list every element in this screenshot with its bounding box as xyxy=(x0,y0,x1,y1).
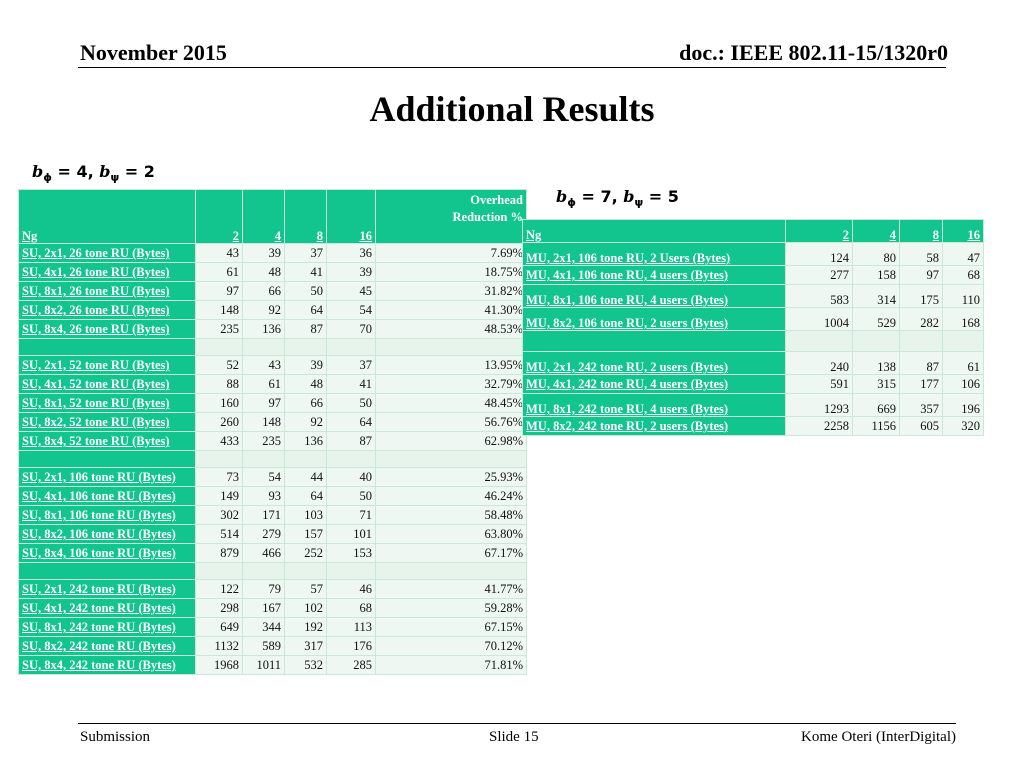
mu-spacer-cell xyxy=(900,331,943,352)
su-value-cell: 103 xyxy=(285,506,327,525)
su-row-label: SU, 8x1, 242 tone RU (Bytes) xyxy=(19,618,196,637)
su-value-cell: 167 xyxy=(243,599,285,618)
su-value-cell: 70 xyxy=(327,320,376,339)
mu-row-label: MU, 2x1, 242 tone RU, 2 users (Bytes) xyxy=(523,352,786,375)
su-row-label: SU, 8x1, 52 tone RU (Bytes) xyxy=(19,394,196,413)
formula-right-phi: ϕ xyxy=(567,196,576,210)
su-value-cell: 50 xyxy=(285,282,327,301)
su-value-cell: 88 xyxy=(196,375,243,394)
su-value-cell: 48 xyxy=(243,263,285,282)
su-value-cell: 148 xyxy=(196,301,243,320)
su-value-cell: 71 xyxy=(327,506,376,525)
mu-spacer-cell xyxy=(943,331,984,352)
su-row-label: SU, 2x1, 52 tone RU (Bytes) xyxy=(19,356,196,375)
su-value-cell: 43 xyxy=(243,356,285,375)
table-row xyxy=(19,468,527,487)
su-value-cell: 58.48% xyxy=(376,506,527,525)
su-header-ng-16: 16 xyxy=(327,190,376,244)
su-spacer-cell xyxy=(376,339,527,356)
su-row-label: SU, 8x4, 52 tone RU (Bytes) xyxy=(19,432,196,451)
su-value-cell: 66 xyxy=(285,394,327,413)
mu-header-ng-4: 4 xyxy=(853,220,900,243)
mu-value-cell: 124 xyxy=(786,243,853,266)
table-row xyxy=(19,487,527,506)
mu-value-cell: 158 xyxy=(853,266,900,285)
su-row-label: SU, 8x1, 106 tone RU (Bytes) xyxy=(19,506,196,525)
formula-right-b1: b xyxy=(556,187,568,206)
table-row xyxy=(19,580,527,599)
table-row xyxy=(19,599,527,618)
mu-row-label: MU, 2x1, 106 tone RU, 2 Users (Bytes) xyxy=(523,243,786,266)
su-value-cell: 13.95% xyxy=(376,356,527,375)
su-spacer-cell xyxy=(243,563,285,580)
mu-value-cell: 277 xyxy=(786,266,853,285)
su-group-spacer xyxy=(19,451,527,468)
su-row-label: SU, 8x2, 106 tone RU (Bytes) xyxy=(19,525,196,544)
su-value-cell: 59.28% xyxy=(376,599,527,618)
table-row xyxy=(19,394,527,413)
su-spacer-cell xyxy=(327,339,376,356)
su-value-cell: 50 xyxy=(327,394,376,413)
footer-slide-number: Slide 15 xyxy=(489,729,539,745)
su-value-cell: 64 xyxy=(285,487,327,506)
su-value-cell: 1968 xyxy=(196,656,243,675)
formula-right-psi-value: = 5 xyxy=(648,187,679,206)
table-row xyxy=(19,656,527,675)
table-row xyxy=(19,413,527,432)
su-spacer-cell xyxy=(196,339,243,356)
su-spacer-cell xyxy=(376,451,527,468)
su-value-cell: 36 xyxy=(327,244,376,263)
su-value-cell: 52 xyxy=(196,356,243,375)
table-row xyxy=(19,356,527,375)
su-row-label: SU, 4x1, 26 tone RU (Bytes) xyxy=(19,263,196,282)
su-spacer-cell xyxy=(243,339,285,356)
su-value-cell: 148 xyxy=(243,413,285,432)
su-row-label: SU, 4x1, 52 tone RU (Bytes) xyxy=(19,375,196,394)
mu-spacer-cell xyxy=(786,331,853,352)
formula-left-b1: b xyxy=(32,162,44,181)
footer-divider xyxy=(78,723,956,724)
su-value-cell: 149 xyxy=(196,487,243,506)
su-value-cell: 1132 xyxy=(196,637,243,656)
su-value-cell: 122 xyxy=(196,580,243,599)
mu-value-cell: 177 xyxy=(900,375,943,394)
table-row xyxy=(19,375,527,394)
su-table-header xyxy=(19,190,527,244)
su-value-cell: 39 xyxy=(285,356,327,375)
su-spacer-cell xyxy=(196,563,243,580)
su-header-ng-4: 4 xyxy=(243,190,285,244)
su-value-cell: 466 xyxy=(243,544,285,563)
table-row xyxy=(19,263,527,282)
su-row-label: SU, 8x2, 26 tone RU (Bytes) xyxy=(19,301,196,320)
su-value-cell: 176 xyxy=(327,637,376,656)
su-spacer-cell xyxy=(19,563,196,580)
mu-value-cell: 106 xyxy=(943,375,984,394)
su-row-label: SU, 8x1, 26 tone RU (Bytes) xyxy=(19,282,196,301)
mu-row-label: MU, 4x1, 242 tone RU, 4 users (Bytes) xyxy=(523,375,786,394)
su-row-label: SU, 8x4, 106 tone RU (Bytes) xyxy=(19,544,196,563)
su-value-cell: 50 xyxy=(327,487,376,506)
su-value-cell: 87 xyxy=(327,432,376,451)
su-spacer-cell xyxy=(285,563,327,580)
mu-spacer-cell xyxy=(853,331,900,352)
su-value-cell: 113 xyxy=(327,618,376,637)
mu-value-cell: 240 xyxy=(786,352,853,375)
su-value-cell: 63.80% xyxy=(376,525,527,544)
mu-value-cell: 110 xyxy=(943,285,984,308)
su-spacer-cell xyxy=(196,451,243,468)
table-row xyxy=(523,308,984,331)
su-value-cell: 73 xyxy=(196,468,243,487)
header-divider xyxy=(78,67,946,68)
formula-left-b2: b xyxy=(99,162,111,181)
mu-value-cell: 529 xyxy=(853,308,900,331)
mu-header-ng-16: 16 xyxy=(943,220,984,243)
su-value-cell: 48 xyxy=(285,375,327,394)
table-row xyxy=(523,285,984,308)
mu-value-cell: 282 xyxy=(900,308,943,331)
su-value-cell: 649 xyxy=(196,618,243,637)
su-row-label: SU, 4x1, 242 tone RU (Bytes) xyxy=(19,599,196,618)
formula-right-phi-value: = 7 xyxy=(581,187,612,206)
su-spacer-cell xyxy=(285,339,327,356)
su-header-overhead-reduction xyxy=(376,190,527,244)
su-value-cell: 433 xyxy=(196,432,243,451)
su-value-cell: 54 xyxy=(327,301,376,320)
mu-value-cell: 669 xyxy=(853,394,900,417)
mu-value-cell: 1156 xyxy=(853,417,900,436)
su-row-label: SU, 8x2, 242 tone RU (Bytes) xyxy=(19,637,196,656)
table-row xyxy=(19,432,527,451)
header-date: November 2015 xyxy=(80,40,227,65)
mu-header-ng-8: 8 xyxy=(900,220,943,243)
su-value-cell: 532 xyxy=(285,656,327,675)
su-header-reduction-line2: Reduction % xyxy=(452,210,523,224)
su-value-cell: 97 xyxy=(243,394,285,413)
su-value-cell: 67.15% xyxy=(376,618,527,637)
su-value-cell: 317 xyxy=(285,637,327,656)
mu-header-ng-2: 2 xyxy=(786,220,853,243)
su-spacer-cell xyxy=(327,563,376,580)
su-row-label: SU, 2x1, 26 tone RU (Bytes) xyxy=(19,244,196,263)
table-row xyxy=(19,544,527,563)
mu-value-cell: 1293 xyxy=(786,394,853,417)
su-value-cell: 160 xyxy=(196,394,243,413)
mu-value-cell: 2258 xyxy=(786,417,853,436)
su-value-cell: 285 xyxy=(327,656,376,675)
su-value-cell: 25.93% xyxy=(376,468,527,487)
table-row xyxy=(523,394,984,417)
su-value-cell: 18.75% xyxy=(376,263,527,282)
su-value-cell: 235 xyxy=(196,320,243,339)
su-value-cell: 70.12% xyxy=(376,637,527,656)
mu-value-cell: 320 xyxy=(943,417,984,436)
su-value-cell: 37 xyxy=(285,244,327,263)
su-value-cell: 157 xyxy=(285,525,327,544)
formula-left-phi-value: = 4 xyxy=(57,162,88,181)
su-value-cell: 61 xyxy=(243,375,285,394)
table-row xyxy=(19,506,527,525)
su-group-spacer xyxy=(19,339,527,356)
su-row-label: SU, 8x4, 26 tone RU (Bytes) xyxy=(19,320,196,339)
formula-left-psi: ψ xyxy=(110,171,120,185)
table-row xyxy=(19,282,527,301)
table-row xyxy=(523,266,984,285)
mu-value-cell: 583 xyxy=(786,285,853,308)
slide-title: Additional Results xyxy=(369,89,655,129)
su-value-cell: 37 xyxy=(327,356,376,375)
mu-value-cell: 591 xyxy=(786,375,853,394)
su-value-cell: 64 xyxy=(327,413,376,432)
su-value-cell: 192 xyxy=(285,618,327,637)
su-value-cell: 92 xyxy=(285,413,327,432)
su-value-cell: 235 xyxy=(243,432,285,451)
table-row xyxy=(19,637,527,656)
mu-row-label: MU, 8x1, 242 tone RU, 4 users (Bytes) xyxy=(523,394,786,417)
su-value-cell: 54 xyxy=(243,468,285,487)
su-value-cell: 79 xyxy=(243,580,285,599)
mu-value-cell: 47 xyxy=(943,243,984,266)
su-value-cell: 344 xyxy=(243,618,285,637)
mu-value-cell: 1004 xyxy=(786,308,853,331)
su-spacer-cell xyxy=(285,451,327,468)
su-group-spacer xyxy=(19,563,527,580)
su-row-label: SU, 4x1, 106 tone RU (Bytes) xyxy=(19,487,196,506)
su-value-cell: 39 xyxy=(327,263,376,282)
su-value-cell: 64 xyxy=(285,301,327,320)
su-value-cell: 67.17% xyxy=(376,544,527,563)
su-value-cell: 879 xyxy=(196,544,243,563)
formula-right-b2: b xyxy=(623,187,635,206)
mu-value-cell: 58 xyxy=(900,243,943,266)
table-row xyxy=(523,375,984,394)
su-value-cell: 40 xyxy=(327,468,376,487)
su-value-cell: 302 xyxy=(196,506,243,525)
su-value-cell: 298 xyxy=(196,599,243,618)
su-value-cell: 46 xyxy=(327,580,376,599)
mu-row-label: MU, 8x2, 106 tone RU, 2 users (Bytes) xyxy=(523,308,786,331)
su-spacer-cell xyxy=(376,563,527,580)
mu-header-ng: Ng xyxy=(523,220,786,243)
su-value-cell: 260 xyxy=(196,413,243,432)
table-row xyxy=(19,618,527,637)
su-value-cell: 171 xyxy=(243,506,285,525)
su-value-cell: 136 xyxy=(285,432,327,451)
su-value-cell: 62.98% xyxy=(376,432,527,451)
su-value-cell: 514 xyxy=(196,525,243,544)
su-value-cell: 56.76% xyxy=(376,413,527,432)
footer-submission: Submission xyxy=(80,729,151,745)
table-row xyxy=(523,243,984,266)
formula-right-psi: ψ xyxy=(634,196,644,210)
formula-left-psi-value: = 2 xyxy=(124,162,155,181)
mu-spacer-cell xyxy=(523,331,786,352)
su-value-cell: 102 xyxy=(285,599,327,618)
su-spacer-cell xyxy=(243,451,285,468)
table-row xyxy=(19,320,527,339)
formula-left-phi: ϕ xyxy=(43,171,52,185)
su-header-reduction-line1: Overhead xyxy=(470,193,523,207)
formula-right: $b_\phi = 7$, $b_\psi = 5$ xyxy=(556,187,679,210)
formula-left: $b_\phi = 4$, $b_\psi = 2$ xyxy=(32,162,155,185)
su-value-cell: 87 xyxy=(285,320,327,339)
table-row xyxy=(523,352,984,375)
mu-value-cell: 61 xyxy=(943,352,984,375)
su-header-ng: Ng xyxy=(19,190,196,244)
su-value-cell: 39 xyxy=(243,244,285,263)
mu-value-cell: 175 xyxy=(900,285,943,308)
su-value-cell: 101 xyxy=(327,525,376,544)
su-value-cell: 7.69% xyxy=(376,244,527,263)
su-value-cell: 57 xyxy=(285,580,327,599)
table-row xyxy=(19,244,527,263)
mu-value-cell: 80 xyxy=(853,243,900,266)
mu-value-cell: 97 xyxy=(900,266,943,285)
su-spacer-cell xyxy=(19,451,196,468)
su-value-cell: 61 xyxy=(196,263,243,282)
su-value-cell: 41.77% xyxy=(376,580,527,599)
su-value-cell: 68 xyxy=(327,599,376,618)
mu-value-cell: 605 xyxy=(900,417,943,436)
su-value-cell: 97 xyxy=(196,282,243,301)
su-value-cell: 1011 xyxy=(243,656,285,675)
su-value-cell: 41 xyxy=(327,375,376,394)
su-value-cell: 46.24% xyxy=(376,487,527,506)
table-row xyxy=(523,417,984,436)
mu-value-cell: 87 xyxy=(900,352,943,375)
su-value-cell: 48.53% xyxy=(376,320,527,339)
mu-value-cell: 196 xyxy=(943,394,984,417)
su-overhead-table xyxy=(18,189,527,675)
table-row xyxy=(19,301,527,320)
mu-table-header xyxy=(523,220,984,243)
mu-group-spacer xyxy=(523,331,984,352)
su-value-cell: 279 xyxy=(243,525,285,544)
su-value-cell: 48.45% xyxy=(376,394,527,413)
su-value-cell: 252 xyxy=(285,544,327,563)
su-value-cell: 44 xyxy=(285,468,327,487)
su-header-ng-8: 8 xyxy=(285,190,327,244)
su-value-cell: 43 xyxy=(196,244,243,263)
su-value-cell: 93 xyxy=(243,487,285,506)
su-value-cell: 41 xyxy=(285,263,327,282)
mu-value-cell: 357 xyxy=(900,394,943,417)
su-row-label: SU, 8x2, 52 tone RU (Bytes) xyxy=(19,413,196,432)
table-row xyxy=(19,525,527,544)
mu-row-label: MU, 8x2, 242 tone RU, 2 users (Bytes) xyxy=(523,417,786,436)
mu-value-cell: 68 xyxy=(943,266,984,285)
mu-value-cell: 168 xyxy=(943,308,984,331)
su-value-cell: 92 xyxy=(243,301,285,320)
su-row-label: SU, 8x4, 242 tone RU (Bytes) xyxy=(19,656,196,675)
mu-value-cell: 138 xyxy=(853,352,900,375)
su-value-cell: 41.30% xyxy=(376,301,527,320)
su-value-cell: 32.79% xyxy=(376,375,527,394)
footer-author: Kome Oteri (InterDigital) xyxy=(801,729,956,745)
su-value-cell: 71.81% xyxy=(376,656,527,675)
mu-value-cell: 315 xyxy=(853,375,900,394)
su-spacer-cell xyxy=(19,339,196,356)
mu-value-cell: 314 xyxy=(853,285,900,308)
su-row-label: SU, 2x1, 106 tone RU (Bytes) xyxy=(19,468,196,487)
su-value-cell: 31.82% xyxy=(376,282,527,301)
su-value-cell: 66 xyxy=(243,282,285,301)
su-value-cell: 589 xyxy=(243,637,285,656)
su-value-cell: 136 xyxy=(243,320,285,339)
su-value-cell: 153 xyxy=(327,544,376,563)
mu-row-label: MU, 8x1, 106 tone RU, 4 users (Bytes) xyxy=(523,285,786,308)
mu-overhead-table xyxy=(522,219,984,436)
su-row-label: SU, 2x1, 242 tone RU (Bytes) xyxy=(19,580,196,599)
header-doc-id: doc.: IEEE 802.11-15/1320r0 xyxy=(679,40,948,65)
su-spacer-cell xyxy=(327,451,376,468)
mu-row-label: MU, 4x1, 106 tone RU, 4 users (Bytes) xyxy=(523,266,786,285)
su-header-ng-2: 2 xyxy=(196,190,243,244)
su-value-cell: 45 xyxy=(327,282,376,301)
